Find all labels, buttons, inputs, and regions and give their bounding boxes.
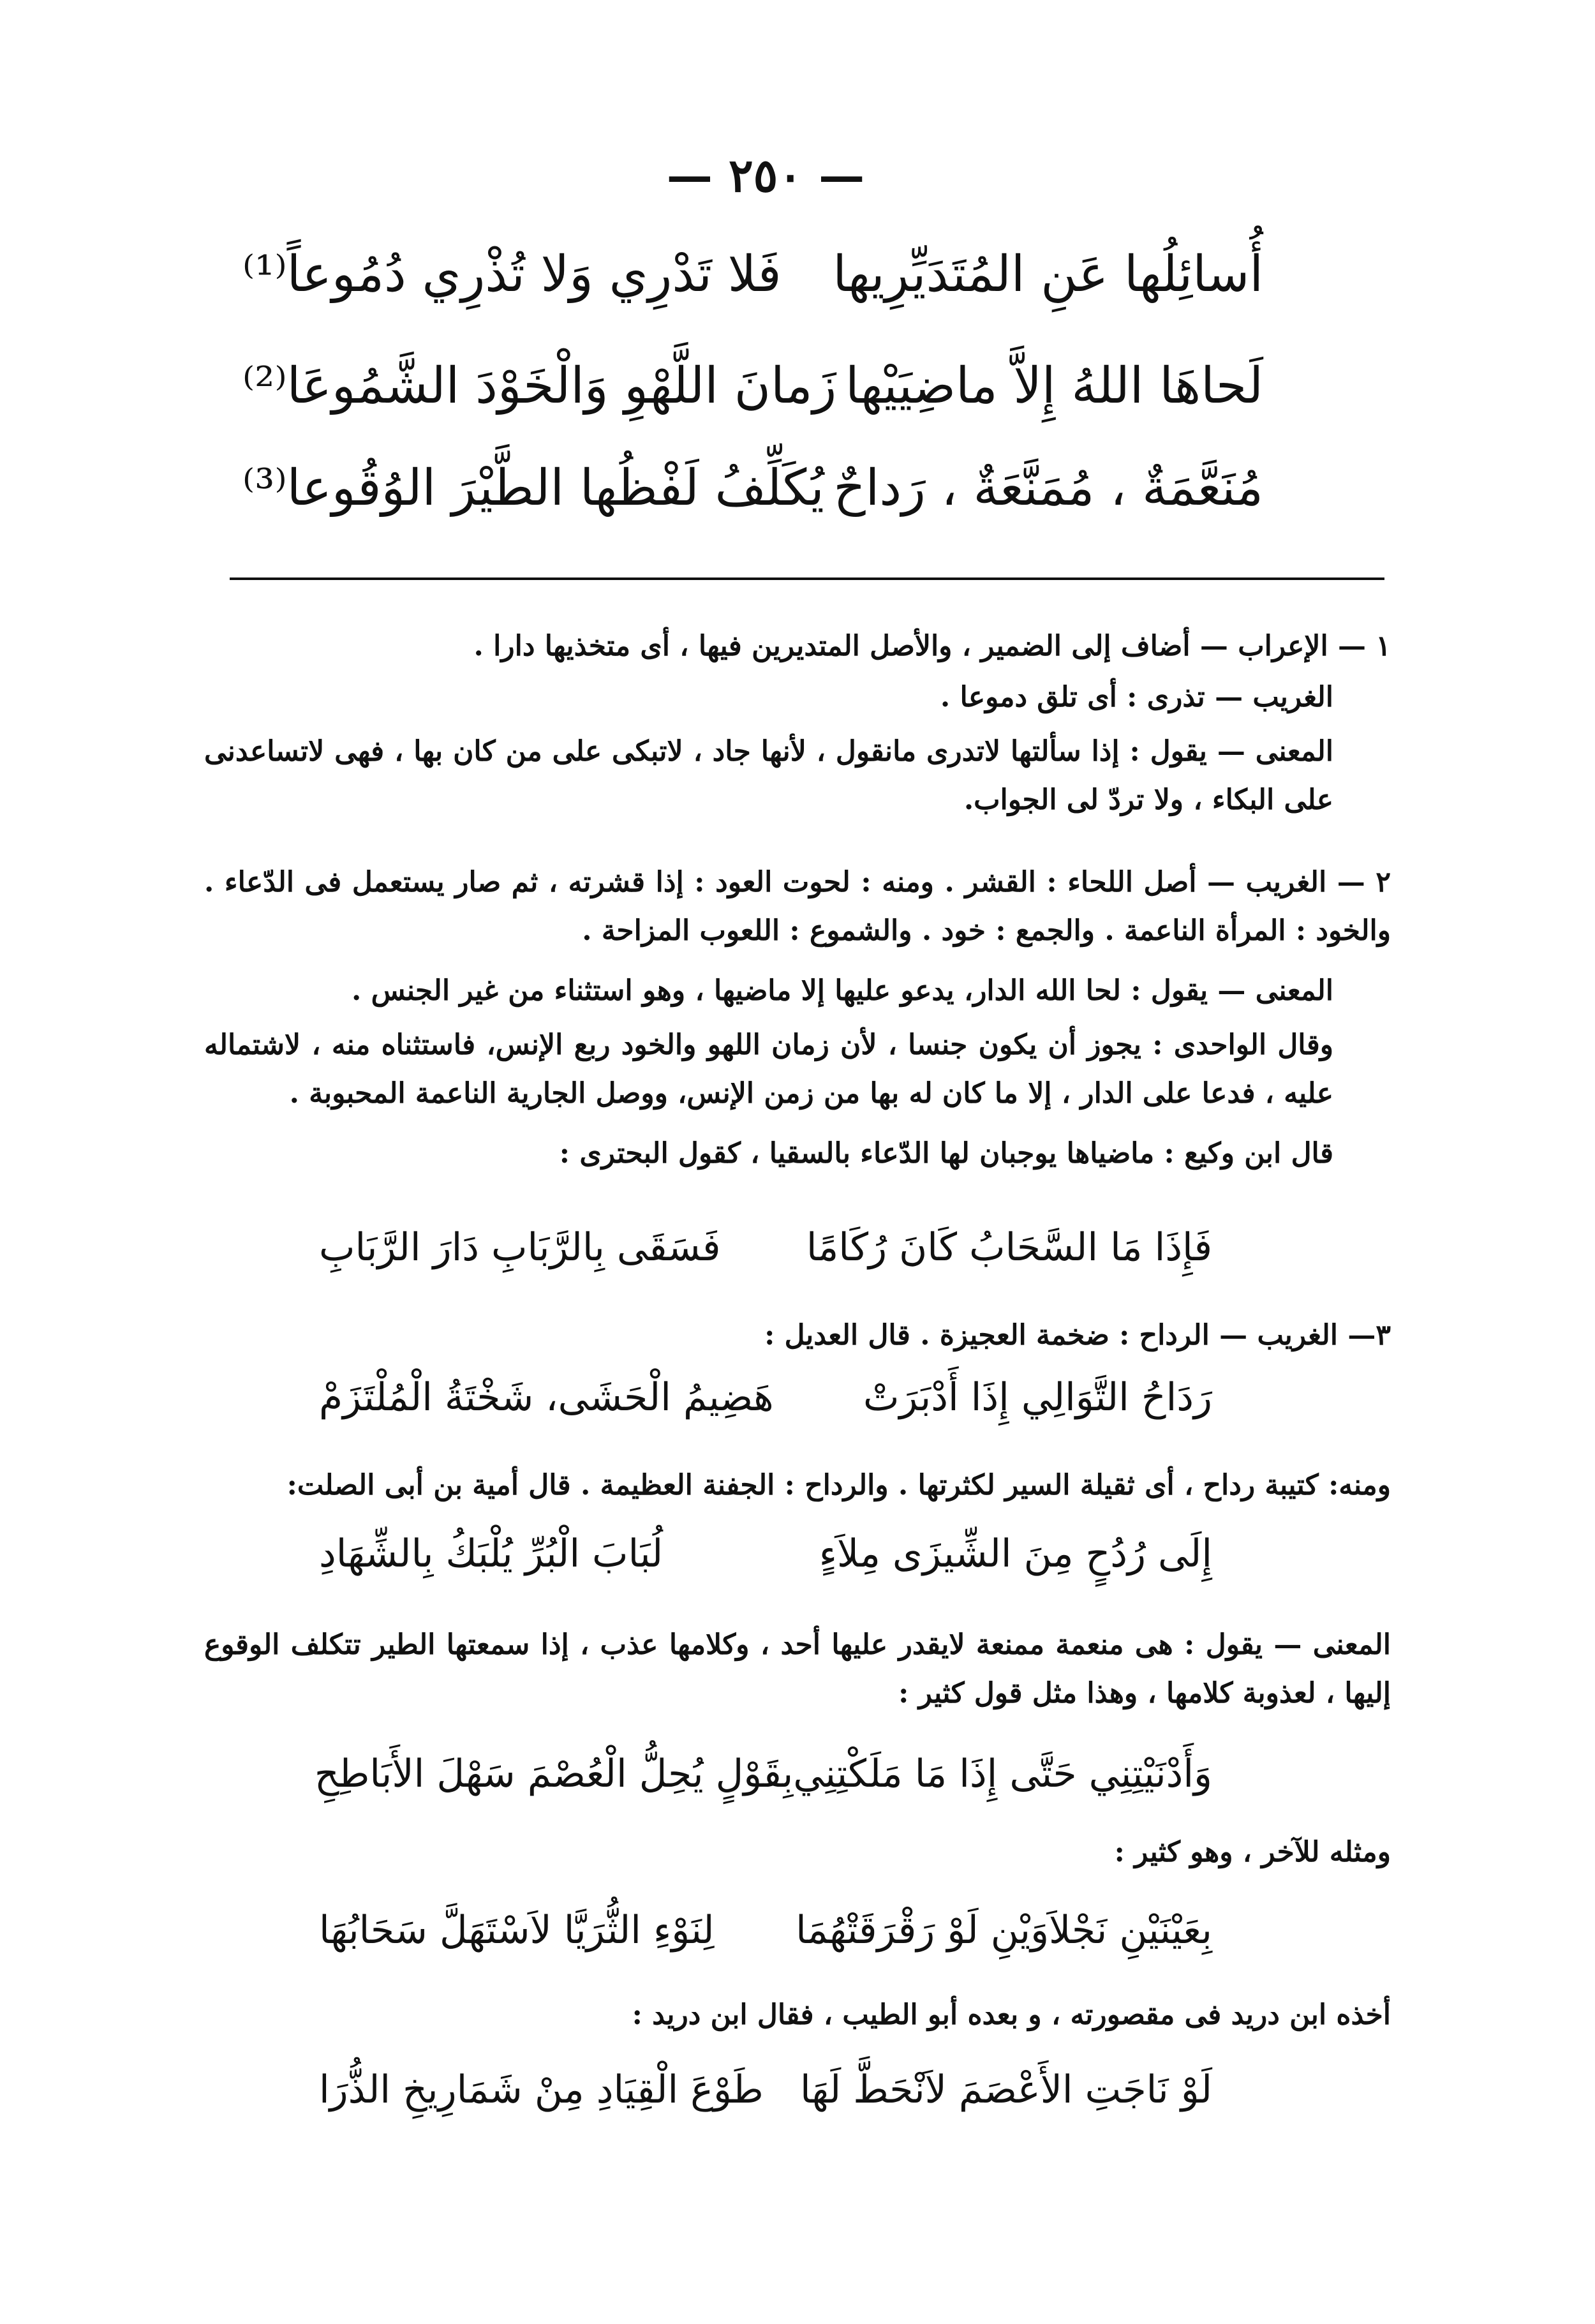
verse-2-first-hemistich: لَحاهَا اللهُ إِلاَّ ماضِيَيْها: [845, 357, 1263, 415]
page-number: — ٢٥٠ —: [666, 148, 865, 202]
verse-ibn-durayd: [319, 2067, 1212, 2112]
umayya-second-hemistich: لُبَابَ الْبُرِّ يُلْبَكُ بِالشِّهَادِ: [319, 1531, 664, 1576]
adil-second-hemistich: هَضِيمُ الْحَشَى، شَخْتَةُ الْمُلْتَزَمْ: [319, 1375, 774, 1420]
verse-2-second-hemistich: زَمانَ اللَّهْوِ وَالْخَوْدَ الشَّمُوعَا⁽²⁾: [242, 357, 837, 415]
note-1-irab: ١ — الإعراب — أضاف إلى الضمير ، والأصل المتديرين فيها ، أى متخذيها دارا .: [473, 630, 1391, 662]
verse-1-first-hemistich: أُسائِلُها عَنِ المُتَدَيِّرِيها: [833, 246, 1263, 303]
note-3-akhadhahu: أخذه ابن دريد فى مقصورته ، و بعده أبو الطيب ، فقال ابن دريد :: [632, 1999, 1391, 2031]
adil-first-hemistich: رَدَاحُ التَّوَالِي إِذَا أَدْبَرَتْ: [863, 1375, 1212, 1420]
note-2-ibn-wakee: قال ابن وكيع : ماضياها يوجبان لها الدّعاء بالسقيا ، كقول البحترى :: [559, 1137, 1333, 1170]
kuthayyir-second-hemistich: بِقَوْلٍ يُحِلُّ الْعُصْمَ سَهْلَ الأَبَاطِحِ: [314, 1752, 794, 1796]
verse-adil: [319, 1375, 1212, 1420]
kuthayyir-first-hemistich: وَأَدْنَيْتِنِي حَتَّى إِذَا مَا مَلَكْتِنِي: [793, 1752, 1212, 1796]
umayya-first-hemistich: إِلَى رُدُحٍ مِنَ الشِّيزَى مِلاَءٍ: [819, 1531, 1212, 1576]
ibn-durayd-second-hemistich: طَوْعَ الْقِيَادِ مِنْ شَمَارِيخِ الذُّرَا: [319, 2067, 764, 2112]
note-1-gharib: الغريب — تذرى : أى تلق دموعا .: [940, 681, 1333, 713]
verse-akhar: [319, 1908, 1212, 1953]
verse-buhturi: [319, 1225, 1212, 1270]
note-3-mana: المعنى — يقول : هى منعمة ممنعة لايقدر عليها أحد ، وكلامها عذب ، إذا سمعتها الطير تتكلف الوقوع إليها ، لعذوبة كلامها ، وهذا مثل قول كثير :: [204, 1628, 1391, 1709]
buhturi-first-hemistich: فَإِذَا مَا السَّحَابُ كَانَ رُكَامًا: [806, 1225, 1212, 1270]
ibn-durayd-first-hemistich: لَوْ نَاجَتِ الأَعْصَمَ لاَنْحَطَّ لَهَا: [799, 2067, 1212, 2112]
akhar-second-hemistich: لِنَوْءِ الثُّرَيَّا لاَسْتَهَلَّ سَحَابُهَا: [319, 1908, 715, 1953]
main-verse-2: [242, 357, 1263, 415]
note-2-gharib: ٢ — الغريب — أصل اللحاء : القشر . ومنه : لحوت العود : إذا قشرته ، ثم صار يستعمل فى الدّعاء . والخود : المرأة الناعمة . والجمع : خود . والشموع : اللعوب المزاحة .: [204, 866, 1391, 947]
note-3-mithluhu: ومثله للآخر ، وهو كثير :: [1114, 1836, 1391, 1868]
note-1-mana: المعنى — يقول : إذا سألتها لاتدرى مانقول ، لأنها جاد ، لاتبكى على من كان بها ، فهى لاتساعدنى على البكاء ، ولا تردّ لى الجواب.: [204, 735, 1333, 816]
verse-umayya: [319, 1531, 1212, 1576]
verse-3-second-hemistich: يُكَلِّفُ لَفْظُها الطَّيْرَ الوُقُوعا⁽³⁾: [242, 459, 824, 517]
buhturi-second-hemistich: فَسَقَى بِالرَّبَابِ دَارَ الرَّبَابِ: [319, 1225, 721, 1270]
footnote-divider: [230, 577, 1384, 580]
note-2-wahidi: وقال الواحدى : يجوز أن يكون جنسا ، لأن زمان اللهو والخود ربع الإنس، فاستثناه منه ، لاشتماله عليه ، فدعا على الدار ، إلا ما كان له بها من زمن الإنس، ووصل الجارية الناعمة المحبوبة .: [204, 1029, 1333, 1110]
note-3-gharib: ٣— الغريب — الرداح : ضخمة العجيزة . قال العديل :: [764, 1319, 1391, 1352]
main-verse-1: [242, 246, 1263, 303]
verse-3-first-hemistich: مُنَعَّمَةٌ ، مُمَنَّعَةٌ ، رَداحٌ: [833, 459, 1263, 517]
verse-kuthayyir: [314, 1752, 1212, 1796]
akhar-first-hemistich: بِعَيْنَيْنِ نَجْلاَوَيْنِ لَوْ رَقْرَقَتْهُمَا: [796, 1908, 1212, 1953]
note-2-mana: المعنى — يقول : لحا الله الدار، يدعو عليها إلا ماضيها ، وهو استثناء من غير الجنس .: [352, 974, 1333, 1007]
note-3-minhu: ومنه: كتيبة رداح ، أى ثقيلة السير لكثرتها . والرداح : الجفنة العظيمة . قال أمية بن أبى الصلت:: [286, 1469, 1391, 1501]
verse-1-second-hemistich: فَلا تَدْرِي وَلا تُذْرِي دُمُوعاً⁽¹⁾: [242, 246, 782, 303]
main-verse-3: [242, 459, 1263, 517]
